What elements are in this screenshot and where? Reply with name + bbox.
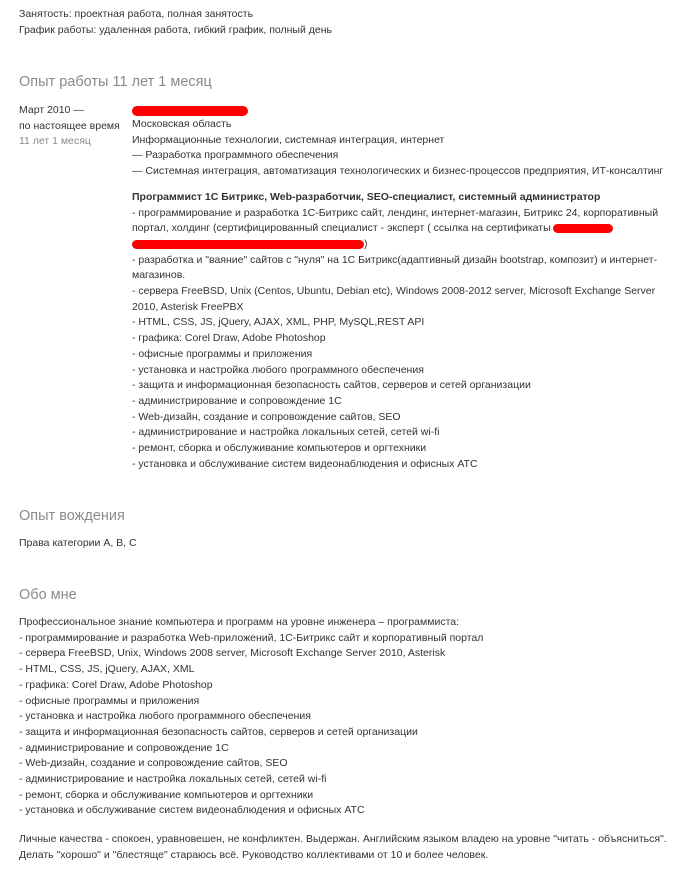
- duty-item: - разработка и "ваяние" сайтов с "нуля" на 1С Битрикс(адаптивный дизайн bootstrap, композит) и интернет-магазинов.: [132, 253, 658, 282]
- about-line: - сервера FreeBSD, Unix, Windows 2008 server, Microsoft Exchange Server 2010, Asterisk: [19, 647, 446, 660]
- period-end: по настоящее время: [19, 119, 120, 132]
- about-line: - администрирование и настройка локальных сетей, сетей wi-fi: [19, 773, 327, 786]
- about-line: - Web-дизайн, создание и сопровождение сайтов, SEO: [19, 757, 288, 770]
- job-details: [132, 103, 680, 472]
- duty-item: - Web-дизайн, создание и сопровождение сайтов, SEO: [132, 410, 401, 423]
- about-line: - графика: Corel Draw, Adobe Photoshop: [19, 678, 213, 691]
- duty-item: - установка и обслуживание систем видеонаблюдения и офисных АТС: [132, 457, 478, 470]
- duty-item: - администрирование и сопровождение 1С: [132, 394, 342, 407]
- period-start: Март 2010 —: [19, 104, 84, 116]
- specialization-list: [132, 148, 680, 179]
- about-heading: Обо мне: [19, 587, 77, 603]
- experience-period: [19, 103, 131, 150]
- work-schedule: График работы: удаленная работа, гибкий график, полный день: [19, 23, 333, 36]
- about-line: - ремонт, сборка и обслуживание компьютеров и оргтехники: [19, 788, 314, 801]
- duty-certified-close: ): [364, 237, 368, 250]
- duty-certified: [132, 206, 680, 253]
- duty-item: - графика: Corel Draw, Adobe Photoshop: [132, 332, 326, 345]
- specialization-item: — Разработка программного обеспечения: [132, 149, 339, 162]
- company-name-redacted: [132, 103, 680, 117]
- about-line: - установка и настройка любого программного обеспечения: [19, 710, 311, 723]
- driving-heading: Опыт вождения: [19, 508, 125, 524]
- duty-certified-text: - программирование и разработка 1С-Битрикс сайт, лендинг, интернет-магазин, Битрикс 24, корпоративный портал, холдинг (сертифицированный специалист - эксперт ( ссылка на сертификаты: [132, 206, 659, 235]
- company-industry: Информационные технологии, системная интеграция, интернет: [132, 133, 445, 146]
- about-list: [19, 615, 689, 819]
- about-line: - офисные программы и приложения: [19, 694, 200, 707]
- duty-item: - сервера FreeBSD, Unix (Centos, Ubuntu, Debian etc), Windows 2008-2012 server, Microsoft Exchange Server 2010, Asterisk FreePBX: [132, 285, 656, 313]
- duty-item: - установка и настройка любого программного обеспечения: [132, 363, 424, 376]
- personal-qualities: Личные качества - спокоен, уравновешен, не конфликтен. Выдержан. Английским языком владею на уровне "читать - объясниться". Делать "хорошо" и "блестяще" стараюсь всё. Руководство коллективами от 10 и более человек.: [19, 833, 667, 861]
- company-region: Московская область: [132, 118, 232, 130]
- duty-item: - администрирование и настройка локальных сетей, сетей wi-fi: [132, 426, 440, 439]
- specialization-item: — Системная интеграция, автоматизация технологических и бизнес-процессов предприятия, ИТ-консалтинг: [132, 165, 664, 178]
- employment-info: [19, 7, 332, 38]
- experience-heading: Опыт работы 11 лет 1 месяц: [19, 74, 212, 90]
- about-line: - администрирование и сопровождение 1С: [19, 741, 229, 754]
- driving-categories: Права категории A, B, C: [19, 537, 137, 549]
- employment-type: Занятость: проектная работа, полная занятость: [19, 8, 254, 20]
- duty-item: - защита и информационная безопасность сайтов, серверов и сетей организации: [132, 379, 531, 392]
- period-duration: 11 лет 1 месяц: [19, 135, 91, 148]
- redaction-mark: [132, 106, 248, 116]
- about-line: - программирование и разработка Web-приложений, 1С-Битрикс сайт и корпоративный портал: [19, 631, 484, 644]
- duty-list: [132, 253, 680, 473]
- about-line: Профессиональное знание компьютера и программ на уровне инженера – программиста:: [19, 616, 460, 628]
- about-section: [19, 615, 689, 864]
- redaction-mark: [132, 240, 364, 249]
- about-line: - установка и обслуживание систем видеонаблюдения и офисных АТС: [19, 804, 365, 817]
- duty-item: - HTML, CSS, JS, jQuery, AJAX, XML, PHP, MySQL,REST API: [132, 316, 425, 329]
- about-line: - HTML, CSS, JS, jQuery, AJAX, XML: [19, 663, 195, 676]
- duty-item: - ремонт, сборка и обслуживание компьютеров и оргтехники: [132, 442, 427, 455]
- duty-item: - офисные программы и приложения: [132, 347, 313, 360]
- about-line: - защита и информационная безопасность сайтов, серверов и сетей организации: [19, 725, 418, 738]
- job-position: Программист 1С Битрикс, Web-разработчик, SEO-специалист, системный администратор: [132, 190, 601, 203]
- redaction-mark: [553, 224, 613, 233]
